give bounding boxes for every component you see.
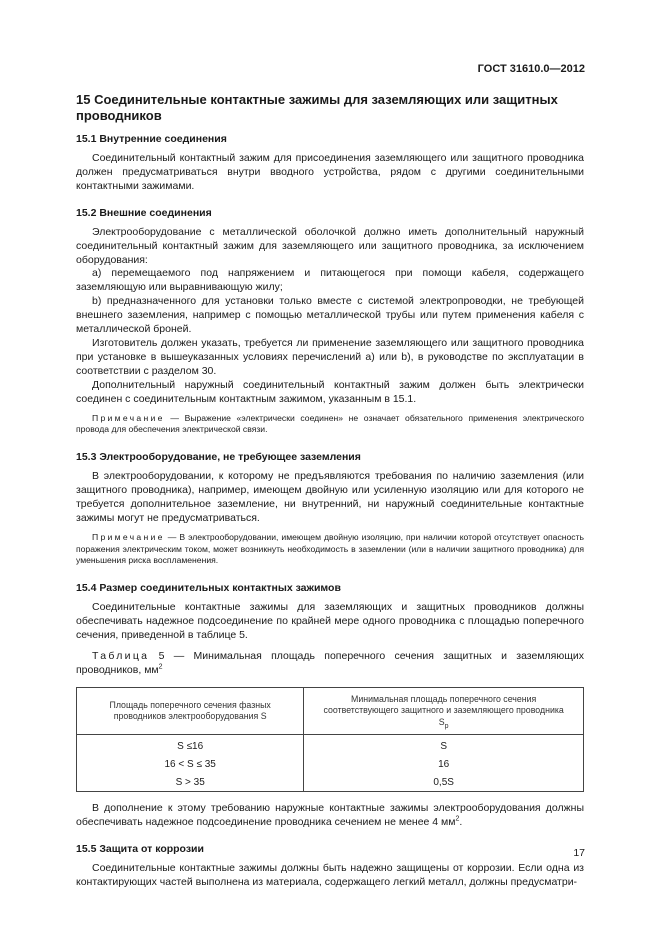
page-number: 17 (573, 847, 585, 859)
table-header-protective (304, 687, 584, 734)
paragraph: Дополнительный наружный соединительный контактный зажим должен быть электрически соединен с соединительным контактным зажимом, указанным в 15.1. (76, 378, 584, 405)
subsection-title-15-5: 15.5 Защита от коррозии (76, 842, 204, 855)
table-header-phase: Площадь поперечного сечения фазных проводников электрооборудования S (77, 687, 304, 734)
table-label: Таблица (92, 649, 150, 662)
table-cell: S (304, 735, 584, 756)
table-row (77, 755, 584, 773)
table-cell: S > 35 (77, 773, 304, 792)
table-row (77, 735, 584, 756)
caption-superscript: 2 (158, 663, 163, 671)
table-header-protective-text: Минимальная площадь поперечного сечения соответствующего защитного и заземляющего проводника (323, 693, 564, 716)
note (76, 532, 584, 567)
table-5 (76, 687, 584, 792)
table-cell: 0,5S (304, 773, 584, 792)
table-cell: 16 (304, 755, 584, 773)
paragraph (76, 802, 584, 830)
content-column (76, 92, 584, 890)
table-caption-text: 5 — Минимальная площадь поперечного сечения защитных и заземляющих проводников, мм (76, 649, 584, 676)
subsection-title-15-1: 15.1 Внутренние соединения (76, 133, 227, 145)
paragraph: Соединительный контактный зажим для присоединения заземляющего или защитного проводника должен предусматриваться внутри вводного устройства, рядом с другими соединительными контактными зажимами. (76, 152, 584, 192)
note (76, 413, 584, 437)
symbol-p: p (444, 722, 449, 730)
paragraph: Электрооборудование с металлической оболочкой должно иметь дополнительный наружный соединительный контактный зажим для заземляющего или защитного проводника, за исключением оборудования: (76, 225, 584, 266)
note-text: — Выражение «электрически соединен» не означает обязательного применения электрического провода для обеспечения электрической связи. (76, 412, 584, 435)
symbol-s: S (438, 716, 445, 727)
paragraph: Соединительные контактные зажимы должны быть надежно защищены от коррозии. Если одна из контактирующих частей выполнена из материала, содержащего легкий металл, должны предусматри- (76, 861, 584, 888)
note-label: Примечание (92, 531, 165, 542)
subsection-title-15-3: 15.3 Электрооборудование, не требующее заземления (76, 451, 361, 464)
paragraph: В электрооборудовании, к которому не предъявляются требования по наличию заземления (или защитного проводника), например, имеющем двойную или усиленную изоляцию или для которого не требуется дополнительное заземление, ни внутренний, ни наружный соединительные контактные зажимы могут не предусматриваться. (76, 470, 584, 524)
paragraph-end: . (459, 815, 463, 828)
note-label: Примечание (92, 412, 165, 423)
section-title: 15 Соединительные контактные зажимы для заземляющих или защитных проводников (76, 92, 558, 123)
paragraph-text: В дополнение к этому требованию наружные контактные зажимы электрооборудования должны обеспечивать надежное подсоединение проводника сечением не менее 4 мм (76, 802, 584, 828)
table-cell: 16 < S ≤ 35 (77, 755, 304, 773)
table-caption (76, 649, 584, 677)
paragraph: Соединительные контактные зажимы для заземляющих и защитных проводников должны обеспечивать надежное подсоединение по крайней мере одного проводника с площадью поперечного сечения, приведенной в таблице 5. (76, 601, 584, 641)
note-text: — В электрооборудовании, имеющем двойную изоляцию, при наличии которой отсутствует опасность поражения электрическим током, может возникнуть необходимость в заземлении (или в наличии защитного проводника) для уменьшения риска воспламенения. (76, 531, 584, 566)
superscript: 2 (455, 815, 460, 823)
table-cell: S ≤16 (77, 735, 304, 756)
paragraph: Изготовитель должен указать, требуется ли применение заземляющего или защитного проводника при установке в вышеуказанных условиях перечислений а) или b), в руководстве по эксплуатации в соответствии с разделом 30. (76, 336, 584, 377)
subsection-title-15-2: 15.2 Внешние соединения (76, 206, 212, 219)
list-item-b: b) предназначенного для установки только вместе с системой электропроводки, не требующей внешнего заземления, например с помощью металлической трубы или путем применения кабеля с металлической броней. (76, 295, 584, 336)
table-row (77, 773, 584, 792)
subsection-title-15-4: 15.4 Размер соединительных контактных зажимов (76, 582, 341, 595)
standard-number: ГОСТ 31610.0—2012 (477, 63, 585, 75)
list-item-a: а) перемещаемого под напряжением и питающегося при помощи кабеля, содержащего заземляющую или выравнивающую жилу; (76, 267, 584, 294)
